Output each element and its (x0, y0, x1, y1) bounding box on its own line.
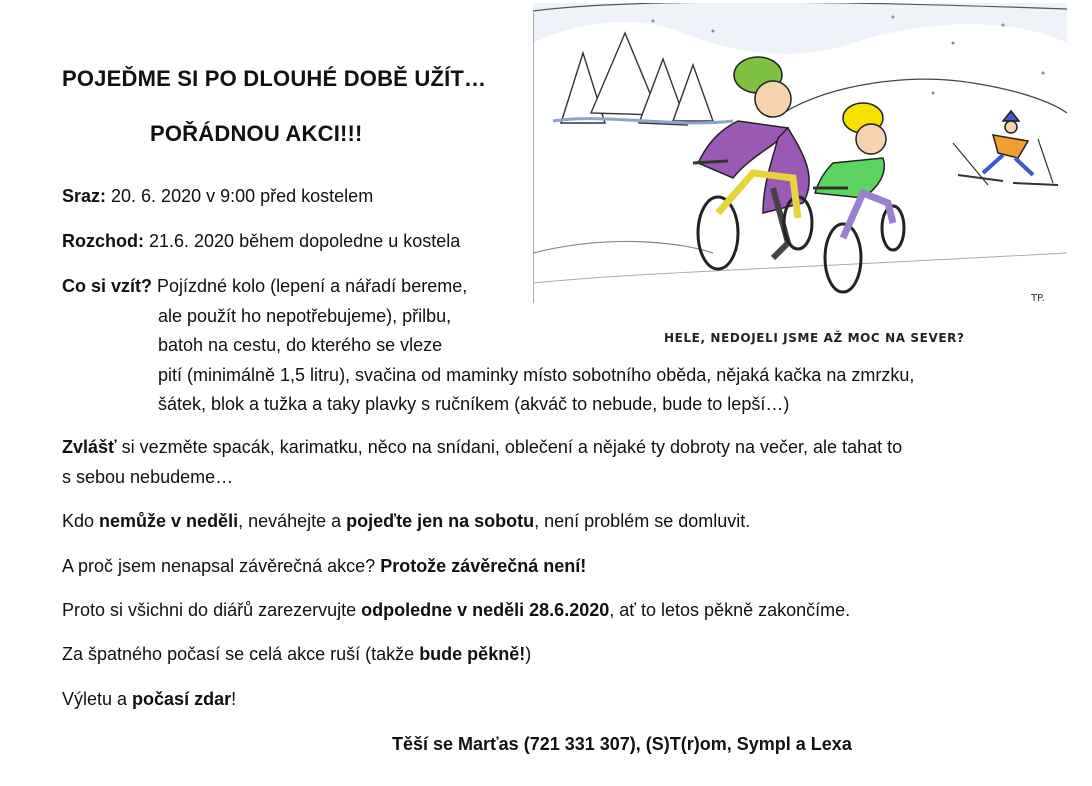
sky-shade (533, 3, 1067, 54)
signature: Těší se Marťas (721 331 307), (S)T(r)om, Sympl a Lexa (392, 734, 852, 754)
cheer-line (62, 689, 236, 710)
reserve-bold: odpoledne v neděli 28.6.2020 (361, 600, 610, 620)
reserve-text-2: , ať to letos pěkně zakončíme. (609, 600, 851, 620)
green-jacket (815, 158, 884, 198)
artist-mark: TP. (1031, 293, 1045, 304)
saturday-text-1: Kdo (62, 511, 100, 531)
separately-line-1 (62, 437, 902, 458)
heading-line-2: POŘÁDNOU AKCI!!! (150, 121, 363, 146)
packing-line-5: šátek, blok a tužka a taky plavky s ručníkem (akváč to nebude, bude to lepší…) (158, 394, 790, 414)
dispersal-text: 21.6. 2020 během dopoledne u kostela (143, 231, 461, 251)
skier (953, 111, 1058, 185)
weather-text-2: ) (525, 644, 532, 664)
dispersal-label: Rozchod: (62, 231, 144, 251)
separately-text-1: si vezměte spacák, karimatku, něco na snídani, oblečení a nějaké ty dobroty na večer, ale tahat to (116, 437, 903, 457)
saturday-text-2: , neváhejte a (238, 511, 347, 531)
saturday-bold-1: nemůže v neděli (99, 511, 239, 531)
child-cyclist (815, 103, 886, 198)
child-face (856, 124, 886, 154)
weather-text-1: Za špatného počasí se celá akce ruší (takže (62, 644, 420, 664)
separately-label: Zvlášť (62, 437, 117, 457)
reserve-text-1: Proto si všichni do diářů zarezervujte (62, 600, 362, 620)
why-text: A proč jsem nenapsal závěrečná akce? (62, 556, 381, 576)
adult-face (755, 81, 791, 117)
packing-line-4: pití (minimálně 1,5 litru), svačina od maminky místo sobotního oběda, nějaká kačka na zmrzku, (158, 365, 915, 385)
packing-line-3: batoh na cestu, do kterého se vleze (158, 335, 443, 355)
meeting-label: Sraz: (62, 186, 107, 206)
hill-line (783, 79, 1067, 113)
purple-bicycle (813, 188, 904, 292)
saturday-bold-2: pojeďte jen na sobotu (346, 511, 535, 531)
meeting-line (62, 186, 373, 207)
weather-line (62, 644, 531, 665)
ground-line-left (533, 241, 713, 253)
why-line (62, 556, 586, 577)
dispersal-line (62, 231, 460, 252)
skier-hat (1003, 111, 1019, 121)
cheer-bold: počasí zdar (132, 689, 232, 709)
cheer-text-1: Výletu a (62, 689, 133, 709)
saturday-text-3: , není problém se domluvit. (534, 511, 751, 531)
reserve-line (62, 600, 850, 621)
separately-line-2: s sebou nebudeme… (62, 467, 234, 487)
why-bold: Protože závěrečná není! (380, 556, 587, 576)
cheer-text-2: ! (231, 689, 237, 709)
weather-bold: bude pěkně! (419, 644, 526, 664)
packing-line-1 (62, 276, 467, 297)
saturday-only-line (62, 511, 750, 532)
heading-line-1: POJEĎME SI PO DLOUHÉ DOBĚ UŽÍT… (62, 66, 487, 91)
adult-cyclist (698, 57, 809, 258)
snowy-trees (561, 33, 713, 125)
cartoon-caption: HELE, NEDOJELI JSME AŽ MOC NA SEVER? (664, 331, 965, 345)
ground-line-right (533, 253, 1067, 283)
packing-line-2: ale použít ho nepotřebujeme), přilbu, (158, 306, 452, 326)
cyclists-cartoon (533, 3, 1067, 347)
skier-jacket (993, 135, 1028, 158)
packing-text-1: Pojízdné kolo (lepení a nářadí bereme, (152, 276, 468, 296)
meeting-text: 20. 6. 2020 v 9:00 před kostelem (106, 186, 374, 206)
packing-label: Co si vzít? (62, 276, 153, 296)
